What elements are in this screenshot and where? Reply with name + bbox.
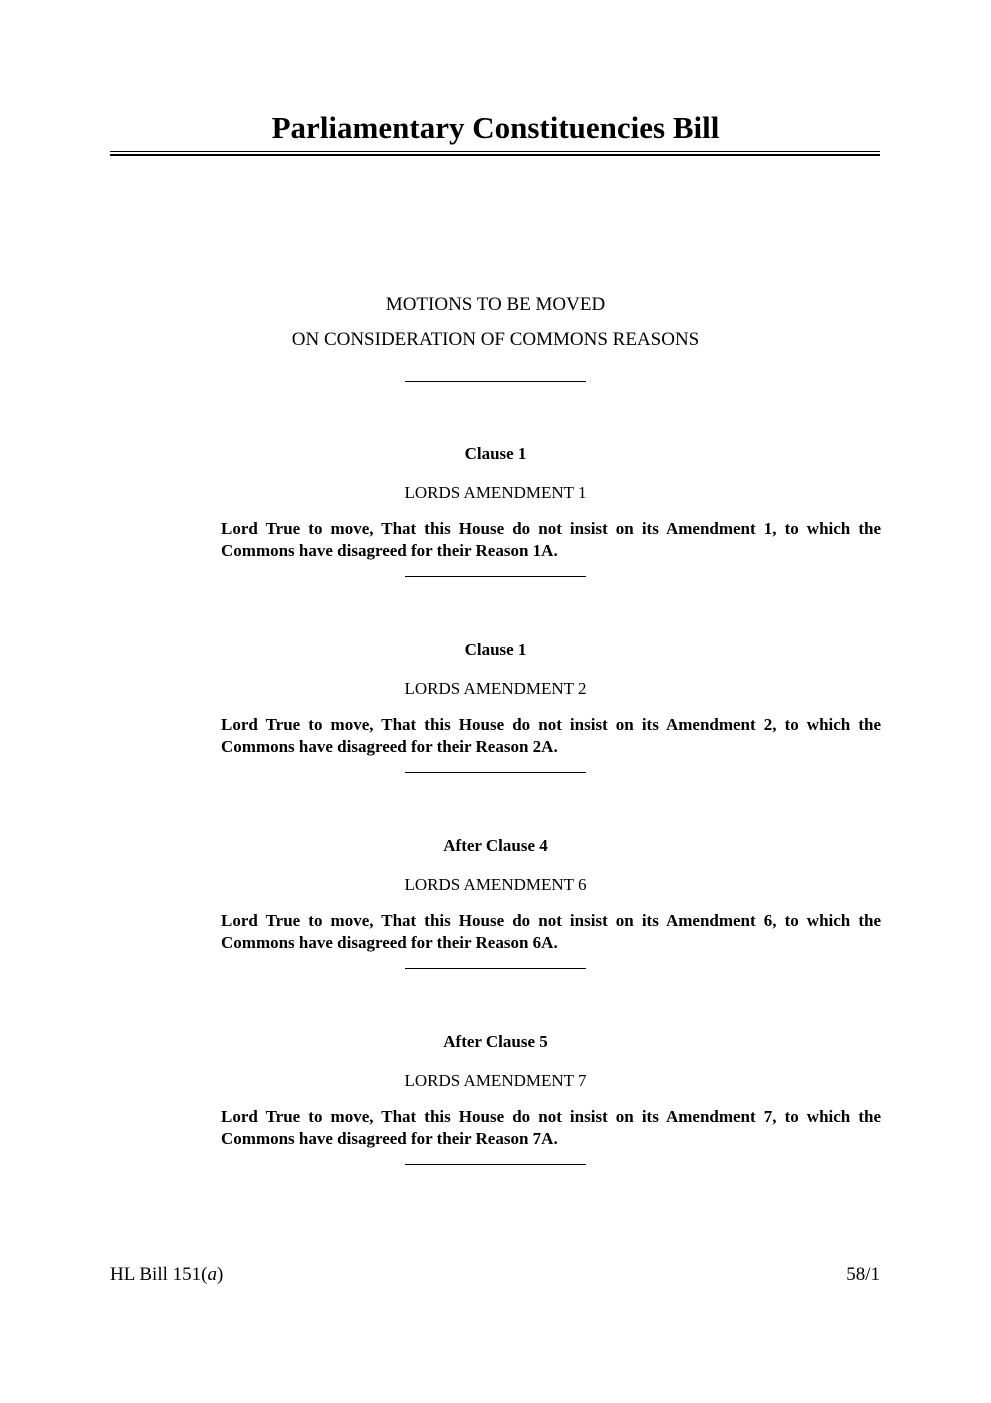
page-reference: 58/1	[846, 1264, 880, 1285]
heading-divider	[405, 381, 586, 382]
bill-number-suffix: a	[207, 1264, 217, 1285]
bill-number	[110, 1264, 223, 1286]
clause-heading: Clause 1	[464, 444, 527, 463]
document-title: Parliamentary Constituencies Bill	[271, 110, 720, 145]
clause-heading: After Clause 5	[443, 1032, 548, 1051]
title-rule-thick	[110, 154, 880, 156]
motion-text: Lord True to move, That this House do not insist on its Amendment 7, to which the Commons have disagreed for their Reason 7A.	[221, 1107, 881, 1148]
amendment-label: LORDS AMENDMENT 6	[404, 875, 587, 894]
bill-number-prefix: HL Bill 151(	[110, 1264, 208, 1285]
motions-heading-line1: MOTIONS TO BE MOVED	[385, 294, 606, 315]
title-rule-thin	[110, 151, 880, 152]
motion-section	[0, 836, 991, 986]
section-divider	[405, 968, 586, 969]
motion-section	[0, 444, 991, 594]
amendment-label: LORDS AMENDMENT 2	[404, 679, 587, 698]
motion-text: Lord True to move, That this House do not insist on its Amendment 1, to which the Commons have disagreed for their Reason 1A.	[221, 519, 881, 560]
bill-number-close: )	[216, 1264, 224, 1285]
motions-heading-line2: ON CONSIDERATION OF COMMONS REASONS	[291, 329, 700, 350]
clause-heading: Clause 1	[464, 640, 527, 659]
motion-section	[0, 640, 991, 790]
amendment-label: LORDS AMENDMENT 1	[404, 483, 587, 502]
motion-text: Lord True to move, That this House do not insist on its Amendment 6, to which the Commons have disagreed for their Reason 6A.	[221, 911, 881, 952]
section-divider	[405, 1164, 586, 1165]
section-divider	[405, 772, 586, 773]
section-divider	[405, 576, 586, 577]
motion-text: Lord True to move, That this House do not insist on its Amendment 2, to which the Commons have disagreed for their Reason 2A.	[221, 715, 881, 756]
motion-section	[0, 1032, 991, 1182]
clause-heading: After Clause 4	[443, 836, 548, 855]
amendment-label: LORDS AMENDMENT 7	[404, 1071, 587, 1090]
